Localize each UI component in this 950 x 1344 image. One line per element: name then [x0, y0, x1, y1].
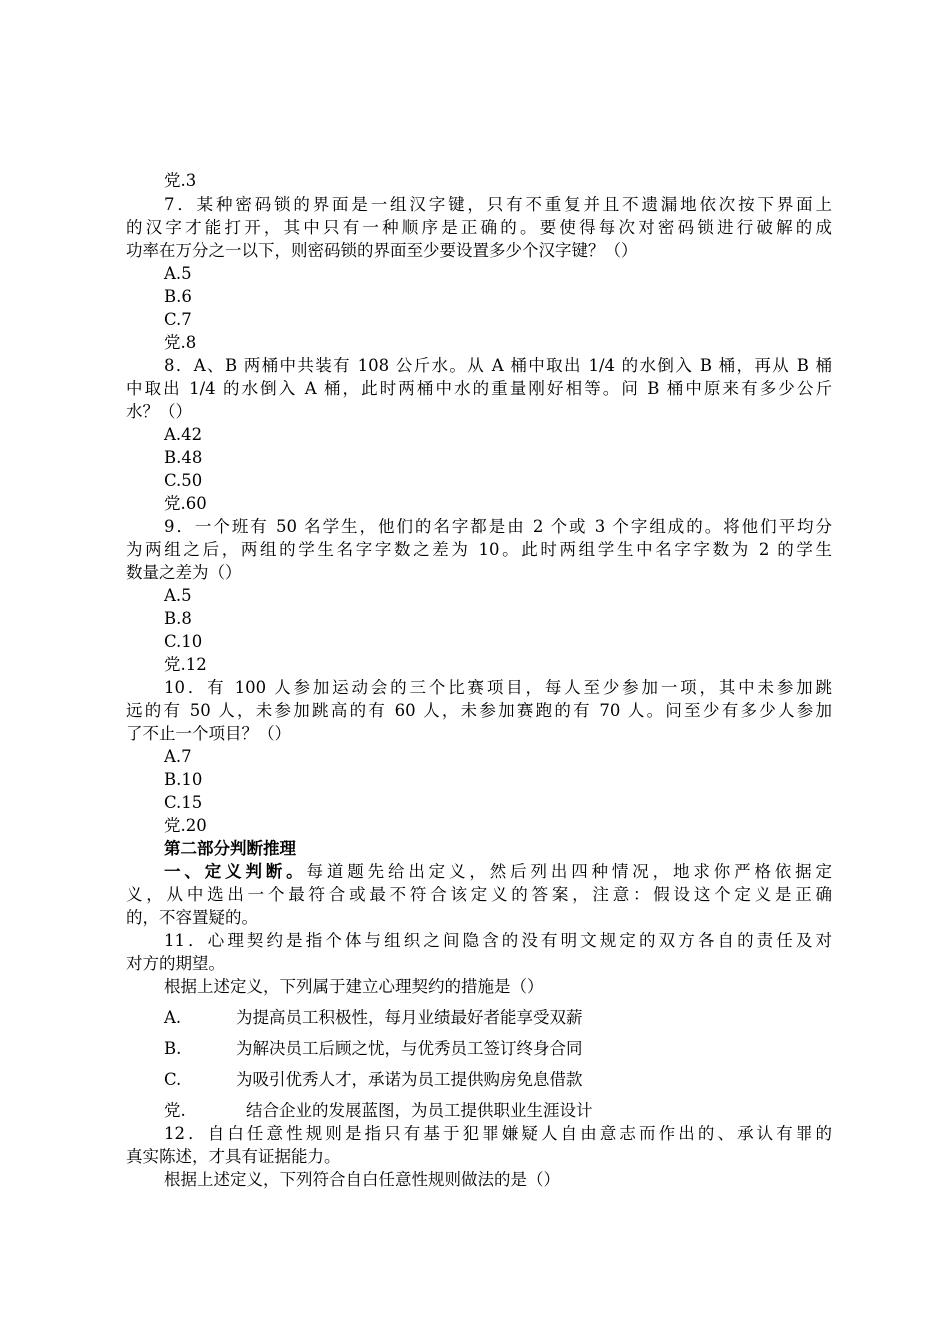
- q10-stem-line-3: 了不止一个项目？（）: [126, 724, 291, 743]
- q7-stem-line-2: 的汉字才能打开，其中只有一种顺序是正确的。要使得每次对密码锁进行破解的成: [126, 218, 832, 237]
- section-intro-line-1: [164, 860, 832, 883]
- q9-option-c: C.10: [164, 632, 203, 651]
- q10-stem-line-2: 远的有 50 人，未参加跳高的有 60 人，未参加赛跑的有 70 人。问至少有多少人参加: [126, 701, 832, 720]
- q7-stem-line-1: 7．某种密码锁的界面是一组汉字键，只有不重复并且不遗漏地依次按下界面上: [164, 195, 832, 214]
- q6-option-d: 党.3: [164, 171, 197, 190]
- q11-stem-line-2: 对方的期望。: [126, 954, 225, 973]
- q7-option-b: B.6: [164, 287, 192, 306]
- q8-option-d: 党.60: [164, 494, 207, 513]
- section-intro-line-3: 的，不容置疑的。: [126, 908, 258, 927]
- q12-prompt: 根据上述定义，下列符合自白任意性规则做法的是（）: [164, 1170, 560, 1189]
- q7-stem-line-3: 功率在万分之一以下，则密码锁的界面至少要设置多少个汉字键？（）: [126, 241, 638, 260]
- q8-stem-line-1: 8．A、B 两桶中共装有 108 公斤水。从 A 桶中取出 1/4 的水倒入 B 桶，再从 B 桶: [164, 356, 832, 375]
- q10-option-b: B.10: [164, 770, 203, 789]
- q9-option-b: B.8: [164, 609, 192, 628]
- section-label: 一、定义判断。: [164, 862, 307, 881]
- part2-heading: 第二部分判断推理: [164, 839, 296, 858]
- q7-option-c: C.7: [164, 310, 192, 329]
- q11-option-d-letter: 党.: [164, 1101, 186, 1120]
- q12-stem-line-2: 真实陈述，才具有证据能力。: [126, 1147, 341, 1166]
- q10-option-c: C.15: [164, 793, 203, 812]
- q12-stem-line-1: 12．自白任意性规则是指只有基于犯罪嫌疑人自由意志而作出的、承认有罪的: [164, 1124, 832, 1143]
- q8-option-c: C.50: [164, 471, 203, 490]
- q11-option-c-text: 为吸引优秀人才，承诺为员工提供购房免息借款: [236, 1070, 583, 1089]
- q9-stem-line-3: 数量之差为（）: [126, 563, 242, 582]
- q8-stem-line-2: 中取出 1/4 的水倒入 A 桶，此时两桶中水的重量刚好相等。问 B 桶中原来有多少公斤: [126, 379, 832, 398]
- q7-option-a: A.5: [164, 264, 192, 283]
- section-intro-text: 每道题先给出定义，然后列出四种情况，地求你严格依据定: [306, 862, 832, 881]
- q9-option-a: A.5: [164, 586, 192, 605]
- q8-stem-line-3: 水？（）: [126, 402, 192, 421]
- q10-option-a: A.7: [164, 747, 192, 766]
- q11-option-a-letter: A.: [164, 1008, 182, 1027]
- q11-option-a-text: 为提高员工积极性，每月业绩最好者能享受双薪: [236, 1008, 583, 1027]
- q8-option-a: A.42: [164, 425, 203, 444]
- q10-stem-line-1: 10．有 100 人参加运动会的三个比赛项目，每人至少参加一项，其中未参加跳: [164, 678, 832, 697]
- section-intro-line-2: 义，从中选出一个最符合或最不符合该定义的答案，注意：假设这个定义是正确: [126, 885, 832, 904]
- q11-option-c-letter: C.: [164, 1070, 182, 1089]
- q10-option-d: 党.20: [164, 816, 207, 835]
- q9-option-d: 党.12: [164, 655, 207, 674]
- q11-option-d-text: 结合企业的发展蓝图，为员工提供职业生涯设计: [246, 1101, 593, 1120]
- q9-stem-line-2: 为两组之后，两组的学生名字字数之差为 10。此时两组学生中名字字数为 2 的学生: [126, 540, 832, 559]
- q11-stem-line-1: 11．心理契约是指个体与组织之间隐含的没有明文规定的双方各自的责任及对: [164, 931, 832, 950]
- q11-option-b-text: 为解决员工后顾之忧，与优秀员工签订终身合同: [236, 1039, 583, 1058]
- q11-option-b-letter: B.: [164, 1039, 182, 1058]
- q9-stem-line-1: 9．一个班有 50 名学生，他们的名字都是由 2 个或 3 个字组成的。将他们平均分: [164, 517, 832, 536]
- q8-option-b: B.48: [164, 448, 203, 467]
- q7-option-d: 党.8: [164, 333, 197, 352]
- q11-prompt: 根据上述定义，下列属于建立心理契约的措施是（）: [164, 977, 544, 996]
